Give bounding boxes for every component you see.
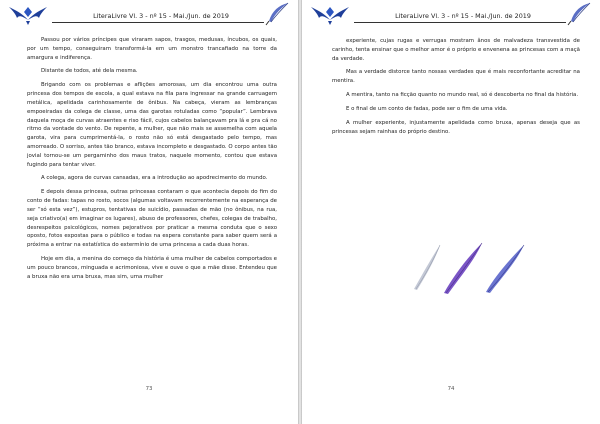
- page-number: 73: [145, 386, 153, 392]
- header-title: LiteraLivre Vl. 3 - nº 15 - Mai./Jun. de 2019: [395, 12, 531, 20]
- paragraph: A mentira, tanto na ficção quanto no mundo real, só é descoberta no final da história.: [346, 92, 579, 99]
- paragraph: Hoje em dia, a menina do começo da história é uma mulher de cabelos comportados e um pouco brancos, minguada e acrimoniosa, vive e ouve o que a mãe disse. Entendeu que a bruxa não era uma bruxa, mas sim, uma mulher: [27, 256, 277, 280]
- winged-crest-icon: [310, 4, 350, 26]
- quill-pen-icon: [264, 2, 290, 26]
- left-page: [0, 0, 298, 424]
- paragraph: Passou por vários príncipes que viraram sapos, trasgos, medusas, íncubos, os quais, por um tempo, conseguiram transformá-la em um monstro trancafiado na torre da amargura e indiferença.: [27, 37, 277, 61]
- paragraph: Distante de todos, até dela mesma.: [41, 68, 138, 75]
- paragraph: Mas a verdade distorce tanto nossas verdades que é mais reconfortante acreditar na mentira.: [332, 69, 580, 85]
- paragraph: A mulher experiente, injustamente apelidada como bruxa, apenas deseja que as princesas sejam rainhas do próprio destino.: [332, 119, 580, 135]
- paragraph: A colega, agora de curvas cansadas, era a introdução ao apodrecimento do mundo.: [41, 175, 268, 182]
- header-rule: [354, 22, 566, 23]
- header-title: LiteraLivre Vl. 3 - nº 15 - Mai./Jun. de 2019: [93, 12, 229, 20]
- paragraph: experiente, cujas rugas e verrugas mostram ânos de malvadeza transvestida de carinho, tenta ensinar que o melhor amor é o próprio e envenena as princesas com a maçã da verdade.: [332, 38, 580, 62]
- paragraph: E depois dessa princesa, outras princesas contaram o que acontecia depois do fim do conto de fadas: tapas no rosto, socos (algumas voltavam recorrentemente na esperança de ser “só esta vez”), estupros, tentativas de suicídio, passadas de mão (no ônibus, na rua, seja criativo(a) em imaginar os lugares), abuso de professores, chefes, colegas de trabalho, desrespeitos psicológicos, nomes pejorativos por praticar a mesma conduta que o sexo oposto, fotos expostas para o público e todas na espera constante para saber quem será a próxima a entrar na estatística do extermínio de uma princesa a cada duas horas.: [27, 189, 277, 249]
- paragraph: Brigando com os problemas e aflições amorosas, um dia encontrou uma outra princesa dos tempos de escola, a qual estava na fila para ingressar na grande carruagem metálica, apelidada carinhosamente de ônibus. Na cabeça, vieram as lembranças empoeiradas da colega de classe, uma das garotas rotuladas como “popular”. Lembrava daquela moça de curvas atraentes e riso fácil, cujos cabelos balançavam pra lá e pra cá no ritmo da vontade do vento. De repente, a mulher, que não mais se assemelha com aquela garota, vira para cumprimentá-la, o rosto não só está desgastado pelo tempo, mas amorreado. O sorriso, antes tão branco, estava incompleto e desgastado. O corpo antes tão jovial tornou-se um pergaminho dos maus tratos, naquele momento, contou que estava fugindo para tentar viver.: [27, 82, 277, 168]
- quill-pen-icon: [566, 2, 592, 26]
- left-header: [8, 4, 290, 26]
- page-number: 74: [447, 386, 455, 392]
- right-header: [310, 4, 592, 26]
- header-rule: [52, 22, 264, 23]
- left-body-text: [27, 36, 277, 286]
- right-body-text: [332, 37, 580, 142]
- right-page: [302, 0, 600, 424]
- three-feathers-icon: [410, 237, 530, 297]
- paragraph: E o final de um conto de fadas, pode ser o fim de uma vida.: [346, 106, 508, 113]
- winged-crest-icon: [8, 4, 48, 26]
